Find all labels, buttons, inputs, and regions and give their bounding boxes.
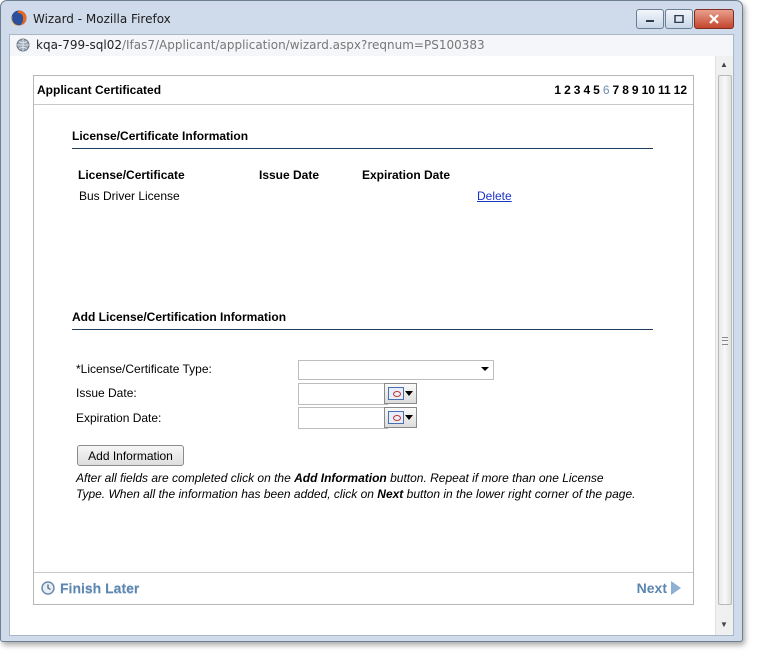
- maximize-icon: [674, 15, 684, 23]
- license-name-cell: Bus Driver License: [79, 189, 180, 203]
- license-type-select[interactable]: [298, 360, 494, 380]
- step-link[interactable]: 8: [622, 83, 629, 97]
- instructions-bold-2: Next: [377, 486, 404, 501]
- globe-icon: [16, 38, 30, 52]
- expiration-date-label: Expiration Date:: [76, 411, 162, 425]
- column-header-issue-date: Issue Date: [259, 168, 320, 182]
- scroll-up-icon[interactable]: ▲: [720, 60, 728, 69]
- step-link[interactable]: 9: [631, 83, 639, 97]
- scroll-down-icon[interactable]: ▼: [720, 620, 728, 629]
- url-text: [36, 38, 485, 52]
- minimize-button[interactable]: [636, 9, 664, 29]
- issue-date-label: Issue Date:: [76, 386, 137, 400]
- license-section-title: License/Certificate Information: [72, 129, 249, 143]
- page-content: [9, 56, 734, 636]
- wizard-header: [34, 76, 693, 105]
- play-arrow-icon: [671, 581, 681, 595]
- window-controls: [635, 9, 734, 29]
- calendar-icon: [388, 387, 404, 400]
- column-header-expiration-date: Expiration Date: [362, 168, 451, 182]
- finish-later-button[interactable]: [41, 580, 139, 596]
- clock-icon: [41, 581, 55, 595]
- finish-later-label: Finish Later: [60, 580, 140, 596]
- expiration-date-picker-button[interactable]: [384, 407, 417, 428]
- step-link[interactable]: 12: [673, 83, 687, 97]
- expiration-date-input[interactable]: [298, 407, 388, 429]
- section-divider: [72, 329, 653, 330]
- chevron-down-icon: [405, 391, 413, 396]
- maximize-button[interactable]: [665, 9, 693, 29]
- step-navigation: [554, 83, 687, 97]
- step-link[interactable]: 4: [583, 83, 591, 97]
- instructions-text: [76, 471, 636, 502]
- section-divider: [72, 148, 653, 149]
- next-button[interactable]: [637, 580, 681, 596]
- title-bar[interactable]: [1, 1, 742, 35]
- step-link[interactable]: 6: [602, 83, 610, 97]
- url-path: /Ifas7/Applicant/application/wizard.aspx?reqnum=PS100383: [121, 38, 485, 52]
- add-section-title: Add License/Certification Information: [72, 310, 287, 324]
- window-title: Wizard - Mozilla Firefox: [33, 12, 171, 26]
- chevron-down-icon: [405, 415, 413, 420]
- close-icon: [708, 14, 720, 24]
- wizard-title: Applicant Certificated: [37, 83, 162, 97]
- add-information-button[interactable]: Add Information: [77, 445, 184, 466]
- wizard-panel: [33, 75, 694, 605]
- calendar-icon: [388, 411, 404, 424]
- address-bar[interactable]: [9, 34, 734, 57]
- minimize-icon: [645, 15, 655, 23]
- firefox-icon: [11, 10, 27, 26]
- step-link[interactable]: 10: [641, 83, 655, 97]
- issue-date-input[interactable]: [298, 383, 388, 405]
- instructions-bold-1: Add Information: [294, 471, 387, 485]
- next-label: Next: [636, 580, 667, 596]
- step-link[interactable]: 7: [612, 83, 620, 97]
- instructions-part-3: button in the lower right corner of the page.: [403, 486, 636, 501]
- column-header-license: License/Certificate: [78, 168, 185, 182]
- scrollbar-thumb[interactable]: [718, 75, 732, 605]
- step-link[interactable]: 2: [564, 83, 571, 97]
- close-button[interactable]: [694, 9, 734, 29]
- step-link[interactable]: 3: [573, 83, 581, 97]
- instructions-part-1: After all fields are completed click on the: [76, 471, 295, 485]
- delete-link[interactable]: Delete: [477, 189, 512, 203]
- step-link[interactable]: 1: [554, 83, 562, 97]
- chevron-down-icon: [481, 367, 489, 371]
- issue-date-picker-button[interactable]: [384, 383, 417, 404]
- license-type-label: *License/Certificate Type:: [76, 362, 212, 376]
- grip-icon: [722, 337, 728, 345]
- instructions-part-2: button. Repeat if more than one License Type. When all the information has been added, click on: [76, 471, 604, 501]
- step-link[interactable]: 5: [593, 83, 600, 97]
- url-host: kqa-799-sql02: [36, 38, 122, 52]
- vertical-scrollbar[interactable]: [715, 56, 733, 635]
- wizard-footer: [34, 572, 693, 605]
- step-link[interactable]: 11: [657, 83, 671, 97]
